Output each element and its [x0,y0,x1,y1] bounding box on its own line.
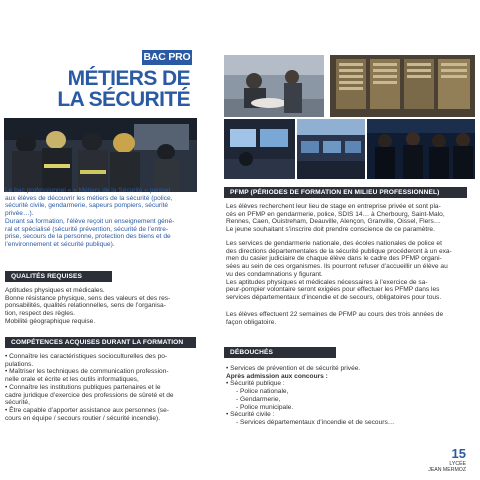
qualites-line: tion, respect des règles. [5,310,76,318]
intro-line: privée…). [5,210,34,218]
intro-line: Durant sa formation, l’élève reçoit un enseignement géné- [5,217,175,225]
qualites-text [5,287,205,326]
security-team-photo [367,119,475,179]
intro-line: Le bac professionnel « « Métiers de la Sécurité » permet [5,187,171,194]
debouches-line: • Sécurité civile : [226,411,275,419]
control-room-photo [224,119,295,179]
debouches-line: • Sécurité publique : [226,380,285,388]
debouches-line: - Gendarmerie, [236,395,281,403]
pfmp-header: PFMP (PÉRIODES DE FORMATION EN MILIEU PROFESSIONNEL) [224,187,467,198]
intro-paragraph [5,187,205,249]
pfmp-paragraph-2 [226,240,478,302]
pfmp-line: Les élèves effectuent 22 semaines de PFMP au cours des trois années de [226,311,444,318]
debouches-line: - Services départementaux d’incendie et de secours… [236,418,395,426]
competences-line: • Être capable d’apporter assistance aux personnes (se- [5,406,169,414]
competences-line: sécurité, [5,399,30,407]
debouches-line: • Services de prévention et de sécurité privée. [226,365,361,372]
page-title-line2: LA SÉCURITÉ [57,88,190,111]
intro-line: aux élèves de découvrir les métiers de la sécurité (police, [5,194,173,202]
pfmp-paragraph-3 [226,311,478,326]
first-aid-training-photo [224,55,324,117]
competences-line: • Maîtriser les techniques de communication profession- [5,368,169,376]
qualites-header: QUALITÉS REQUISES [5,271,112,282]
pfmp-line: Rennes, Caen, Ouistreham, Deauville, Alençon, Granville, Oissel, Flers… [226,218,441,226]
qualites-line: Bonne résistance physique, sens des valeurs et des res- [5,294,171,302]
competences-header: COMPÉTENCES ACQUISES DURANT LA FORMATION [5,337,196,348]
pfmp-line: Les services de gendarmerie nationale, des écoles nationales de police et [226,240,442,247]
pfmp-line: cés en PFMP en gendarmerie, police, SDIS 14… à Cherbourg, Saint-Malo, [226,210,445,218]
debouches-header: DÉBOUCHÉS PROFESSIONNELS [224,347,336,358]
pfmp-paragraph-1 [226,203,478,234]
pfmp-line: Les aptitudes physiques et médicales nécessaires à l’exercice de sa- [226,278,428,286]
pfmp-line: men du casier judiciaire de chaque élève dans le cadre des PFMP organi- [226,255,442,263]
intro-line: sécurité civile, gendarmerie, sapeurs pompiers, sécurité [5,202,169,210]
computer-lab-photo [297,119,365,179]
competences-line: cours en équipe / secours routier / sécurité incendie). [5,414,161,422]
firefighters-photo [4,118,197,192]
competences-line: nelle orale et écrite et les outils informatiques, [5,376,139,384]
pfmp-line: Les élèves recherchent leur lieu de stage en entreprise privée et sont pla- [226,203,441,210]
competences-line: pulations. [5,360,34,368]
program-badge: BAC PRO [143,51,191,63]
pfmp-line: sées au sein de ces organismes. Ils pourront refuser d’accueillir un élève au [226,263,448,271]
qualites-line: Mobilité géographique requise. [5,317,96,325]
qualites-line: ponsabilités, qualités relationnelles, sens de l’organisa- [5,302,166,310]
debouches-text [226,365,478,427]
competences-line: • Connaître les institutions publiques partenaires et le [5,383,161,391]
qualites-line: Aptitudes physiques et médicales. [5,287,105,294]
school-name: JEAN MERMOZ [428,467,466,473]
debouches-line: - Police nationale, [236,388,289,396]
competences-line: • Connaître les caractéristiques socioculturelles des po- [5,353,168,360]
page-number: 15 [451,446,466,461]
debouches-line: Après admission aux concours : [226,372,328,380]
intro-line: l’environnement et sécurité publique). [5,240,115,248]
classroom-display-photo [330,55,475,117]
pfmp-line: peur-pompier volontaire seront exigées pour effectuer les PFMP dans les [226,286,440,294]
school-label: LYCÉE [449,461,466,467]
pfmp-line: services départementaux d’incendie et de secours, obligatoires pour tous. [226,293,442,301]
pfmp-line: Le jeune souhaitant s’inscrire doit prendre conscience de ce paramètre. [226,226,435,234]
debouches-line: - Police municipale. [236,403,294,411]
intro-line: prise, secours de la personne, protection des biens et de [5,233,171,241]
intro-line: ral et spécialisé (sécurité prévention, sécurité de l’entre- [5,225,169,233]
page-title-line1: MÉTIERS DE [67,67,190,90]
pfmp-line: des directions départementales de la sécurité publique procéderont à un exa- [226,247,452,255]
pfmp-line: vu des condamnations y figurant. [226,270,323,278]
competences-line: cadre juridique d’exercice des professions de sûreté et de [5,391,174,399]
competences-text [5,353,205,422]
pfmp-line: façon obligatoire. [226,318,277,326]
